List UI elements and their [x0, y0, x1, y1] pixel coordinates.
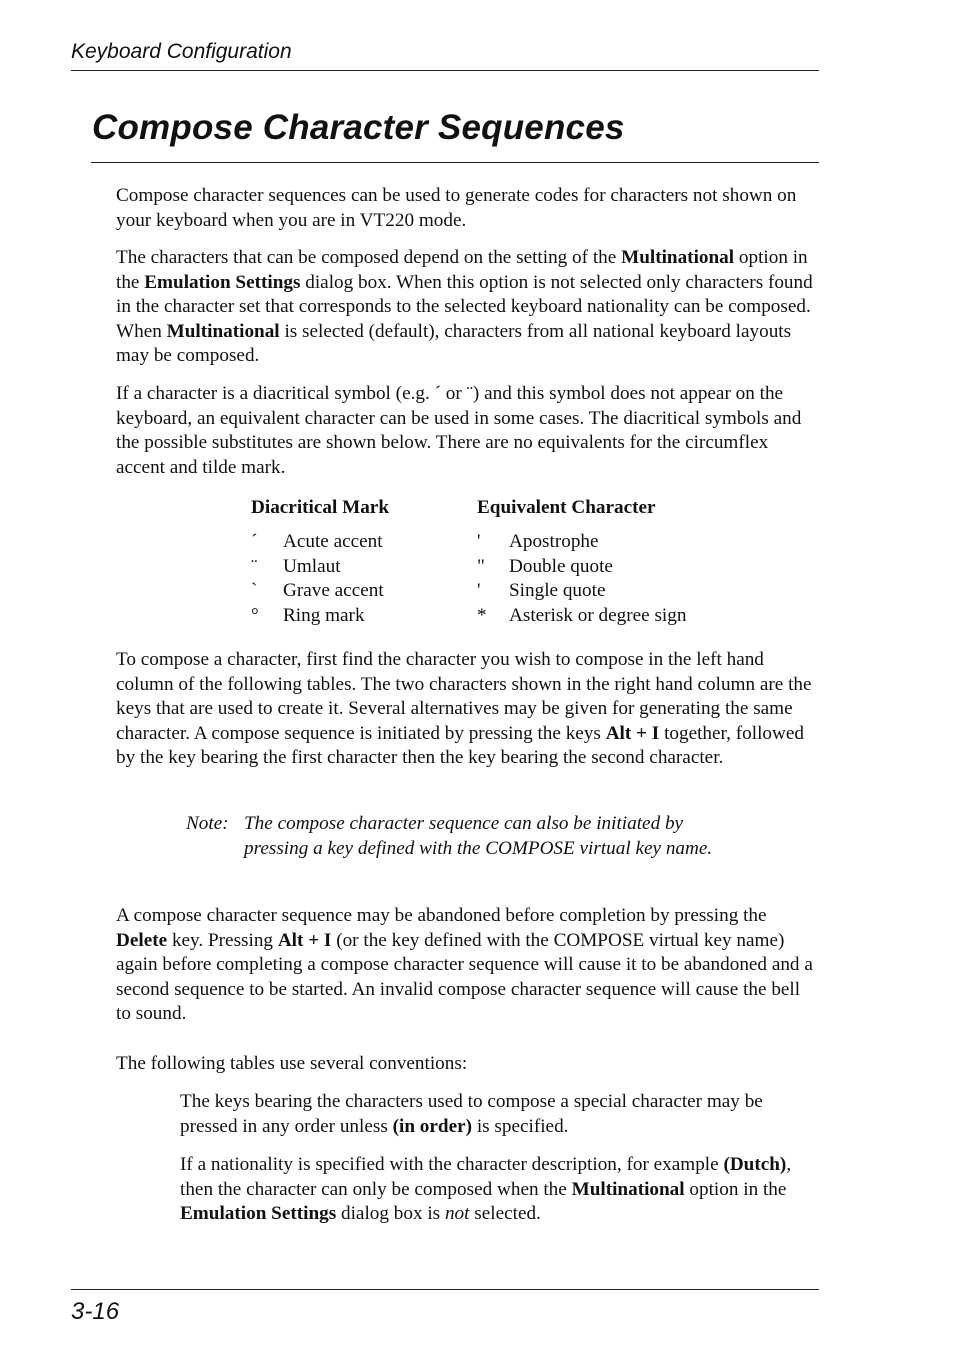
paragraph-compose-howto: To compose a character, first find the character you wish to compose in the left hand column of the following tables. The two characters shown in the right hand column are the keys that are used to create it. Several alternatives may be given for generating the same character. A compose sequence is initiated by pressing the keys Alt + I together, followed by the key bearing the first character then the key bearing the second character.: [116, 649, 812, 769]
diacritical-symbol: ¨: [251, 555, 258, 577]
page-number: 3-16: [71, 1298, 120, 1325]
equivalent-name: Double quote: [509, 555, 613, 577]
paragraph-diacritical: If a character is a diacritical symbol (e.g. ´ or ¨) and this symbol does not appear on the keyboard, an equivalent character can be used in some cases. The diacritical symbols and the possible substitutes are shown below. There are no equivalents for the circumflex accent and tilde mark.: [116, 383, 802, 478]
equivalent-name: Apostrophe: [509, 531, 599, 552]
diacritical-symbol: ´: [251, 531, 258, 552]
note-label: Note:: [186, 813, 229, 834]
diacritical-name: Ring mark: [283, 604, 365, 626]
running-header: Keyboard Configuration: [71, 40, 292, 63]
paragraph-convention-order: The keys bearing the characters used to compose a special character may be pressed in any order unless (in order) is specified.: [180, 1091, 763, 1137]
paragraph-abandon: A compose character sequence may be abandoned before completion by pressing the Delete key. Pressing Alt + I (or the key defined with the COMPOSE virtual key name) again before completing a compose character sequence will cause it to be abandoned and a second sequence to be started. An invalid compose character sequence will cause the bell to sound.: [116, 905, 813, 1025]
page-title: Compose Character Sequences: [92, 108, 625, 147]
diacritical-name: Umlaut: [283, 555, 341, 577]
equivalent-name: Single quote: [509, 580, 606, 602]
column-header-equivalent-character: Equivalent Character: [477, 497, 656, 518]
note-text: The compose character sequence can also be initiated by pressing a key defined with the COMPOSE virtual key name.: [244, 813, 713, 859]
diacritical-symbol: °: [251, 604, 259, 626]
equivalent-symbol: ": [477, 555, 485, 577]
diacritical-symbol: `: [251, 580, 258, 602]
paragraph-conventions-intro: The following tables use several conventions:: [116, 1053, 468, 1074]
equivalent-symbol: ': [477, 531, 481, 552]
footer-rule: [71, 1289, 819, 1290]
column-header-diacritical-mark: Diacritical Mark: [251, 497, 389, 518]
equivalent-name: Asterisk or degree sign: [509, 604, 687, 626]
paragraph-intro: Compose character sequences can be used to generate codes for characters not shown on your keyboard when you are in VT220 mode.: [116, 185, 797, 231]
title-rule: [91, 162, 819, 163]
equivalent-symbol: ': [477, 580, 481, 602]
diacritical-name: Acute accent: [283, 531, 383, 552]
equivalent-symbol: *: [477, 604, 487, 626]
header-rule: [71, 70, 819, 71]
paragraph-convention-nationality: If a nationality is specified with the character description, for example (Dutch), then the character can only be composed when the Multinational option in the Emulation Settings dialog box is not selected.: [180, 1154, 792, 1225]
diacritical-name: Grave accent: [283, 580, 384, 602]
paragraph-multinational: The characters that can be composed depend on the setting of the Multinational option in the Emulation Settings dialog box. When this option is not selected only characters found in the character set that corresponds to the selected keyboard nationality can be composed. When Multinational is selected (default), characters from all national keyboard layouts may be composed.: [116, 247, 813, 367]
